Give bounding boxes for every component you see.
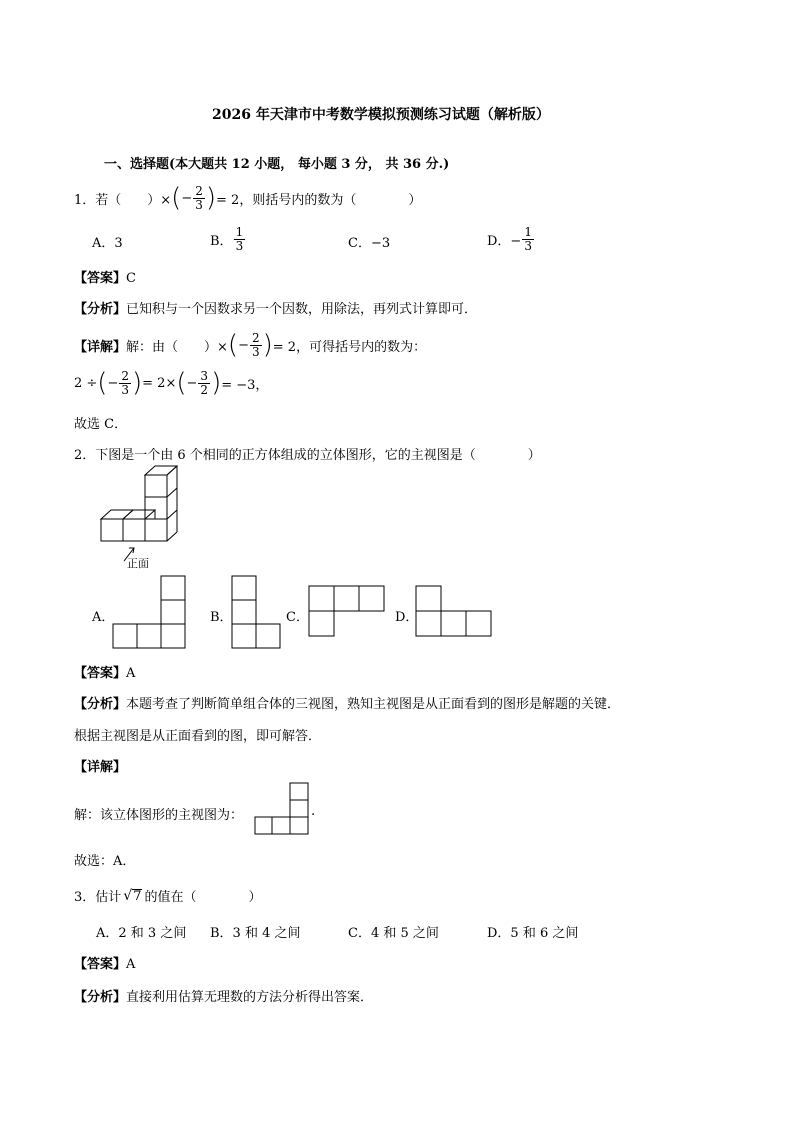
q1-calc-text-b: = 2× (142, 375, 177, 391)
page-title: 2026 年天津市中考数学模拟预测练习试题（解析版） (212, 107, 550, 123)
q1-answer (74, 267, 136, 286)
analysis-label: 【分析】 (74, 990, 127, 1005)
q1-calc-paren-1r: ) (132, 368, 143, 398)
q1-calculation (74, 365, 268, 401)
sqrt-sign-icon: √ (123, 887, 133, 904)
answer-label: 【答案】 (74, 957, 127, 972)
q3-sqrt (123, 889, 142, 903)
detail-label: 【详解】 (74, 339, 127, 355)
q3-answer (74, 953, 135, 972)
q2-option-c-figure (308, 585, 388, 639)
q1-conclusion: 故选 C． (74, 417, 128, 432)
q2-analysis (74, 693, 620, 712)
q2-answer (74, 662, 135, 681)
q1-calc-text-c: = −3， (221, 377, 269, 393)
q1-option-d (487, 222, 535, 256)
q1-option-d-label: D．− (487, 233, 522, 249)
q3-option-b: B．3 和 4 之间 (210, 926, 301, 941)
q3-option-a: A．2 和 3 之间 (96, 926, 187, 941)
q3-analysis-text: 直接利用估算无理数的方法分析得出答案． (126, 990, 374, 1005)
q1-detail-text-a: 解：由（ ）× (126, 339, 228, 355)
q2-option-a-label: A． (92, 610, 115, 625)
q1-stem-fraction-num: 2 (195, 183, 203, 198)
q2-option-d-figure (415, 585, 495, 639)
q1-calc-num-1: 2 (121, 368, 129, 383)
q2-option-b-label: B． (210, 610, 233, 625)
q1-option-b-fraction (234, 226, 246, 253)
q1-calc-paren-1l: ( (97, 368, 108, 398)
q1-detail-num: 2 (251, 330, 260, 345)
q2-detail-end: . (311, 804, 316, 819)
q1-answer-value: C (126, 271, 136, 286)
q2-option-d-label: D． (395, 610, 419, 625)
analysis-label: 【分析】 (74, 697, 127, 712)
q2-detail-label: 【详解】 (74, 760, 127, 775)
q1-stem (74, 180, 421, 216)
q1-calc-fraction-2 (198, 370, 210, 397)
q2-front-label: 正面 (127, 557, 149, 570)
section-heading: 一、选择题(本大题共 12 小题， 每小题 3 分， 共 36 分.) (104, 157, 450, 172)
q1-option-d-num: 1 (524, 224, 532, 239)
q2-stem: 2．下图是一个由 6 个相同的正方体组成的立体图形，它的主视图是（ ） (74, 448, 541, 463)
q1-option-b-label: B． (210, 233, 233, 249)
q2-option-a-figure (112, 575, 188, 651)
answer-label: 【答案】 (74, 271, 127, 286)
analysis-label: 【分析】 (74, 302, 127, 317)
q1-analysis-text: 已知积与一个因数求另一个因数，用除法，再列式计算即可． (126, 302, 478, 317)
q1-stem-text-a: 1．若（ ）× (74, 192, 172, 208)
q2-detail-text: 解：该立体图形的主视图为： (74, 808, 244, 823)
q3-stem-text-b: 的值在（ ） (144, 890, 262, 905)
q1-detail-right-paren: ) (262, 330, 273, 360)
q1-detail-neg: − (238, 337, 249, 353)
q1-option-c: C．−3 (348, 236, 391, 251)
q2-analysis-2: 根据主视图是从正面看到的图，即可解答． (74, 729, 322, 744)
q1-calc-neg-1: − (107, 375, 119, 391)
q1-detail (74, 327, 426, 363)
q1-stem-text-b: = 2，则括号内的数为（ ） (216, 192, 422, 208)
q1-calc-paren-2l: ( (176, 368, 187, 398)
answer-label: 【答案】 (74, 666, 127, 681)
q2-analysis-text: 本题考查了判断简单组合体的三视图，熟知主视图是从正面看到的图形是解题的关键． (126, 697, 621, 712)
q1-calc-num-2: 3 (200, 368, 209, 383)
q1-detail-left-paren: ( (227, 330, 239, 360)
q1-calc-paren-2r: ) (211, 368, 222, 398)
q1-calc-den-1: 3 (121, 382, 129, 397)
q1-option-a: A．3 (92, 236, 123, 251)
q3-stem-text-a: 3．估计 (74, 890, 122, 905)
q1-option-b-num: 1 (235, 224, 244, 239)
q1-option-b (210, 222, 246, 256)
q1-detail-fraction (250, 332, 262, 359)
q3-stem (74, 886, 262, 905)
q1-calc-neg-2: − (186, 375, 198, 391)
q1-detail-den: 3 (251, 344, 260, 359)
q3-sqrt-radicand: 7 (133, 888, 142, 904)
q1-calc-den-2: 2 (200, 382, 209, 397)
q2-answer-value: A (126, 666, 136, 681)
q2-solid-figure (96, 466, 206, 576)
q3-option-d: D．5 和 6 之间 (487, 926, 579, 941)
q2-conclusion: 故选：A． (74, 854, 136, 869)
q1-detail-text-b: = 2，可得括号内的数为： (272, 339, 427, 355)
q2-detail-figure (254, 782, 310, 838)
q1-left-paren: ( (171, 183, 182, 213)
q1-calc-text-a: 2 ÷ (74, 375, 98, 391)
q3-option-c: C．4 和 5 之间 (348, 926, 439, 941)
q1-stem-neg: − (181, 190, 193, 206)
q1-analysis (74, 298, 477, 317)
q1-stem-fraction-den: 3 (195, 197, 203, 212)
q1-option-d-fraction (522, 226, 534, 253)
q1-option-b-den: 3 (235, 238, 244, 253)
q1-calc-fraction-1 (119, 370, 131, 397)
q2-option-b-figure (231, 575, 283, 651)
q1-right-paren: ) (205, 183, 217, 213)
q1-option-d-den: 3 (524, 238, 532, 253)
q2-option-c-label: C． (286, 610, 309, 625)
q3-analysis (74, 986, 373, 1005)
q1-stem-fraction (193, 185, 205, 212)
q3-answer-value: A (126, 957, 136, 972)
